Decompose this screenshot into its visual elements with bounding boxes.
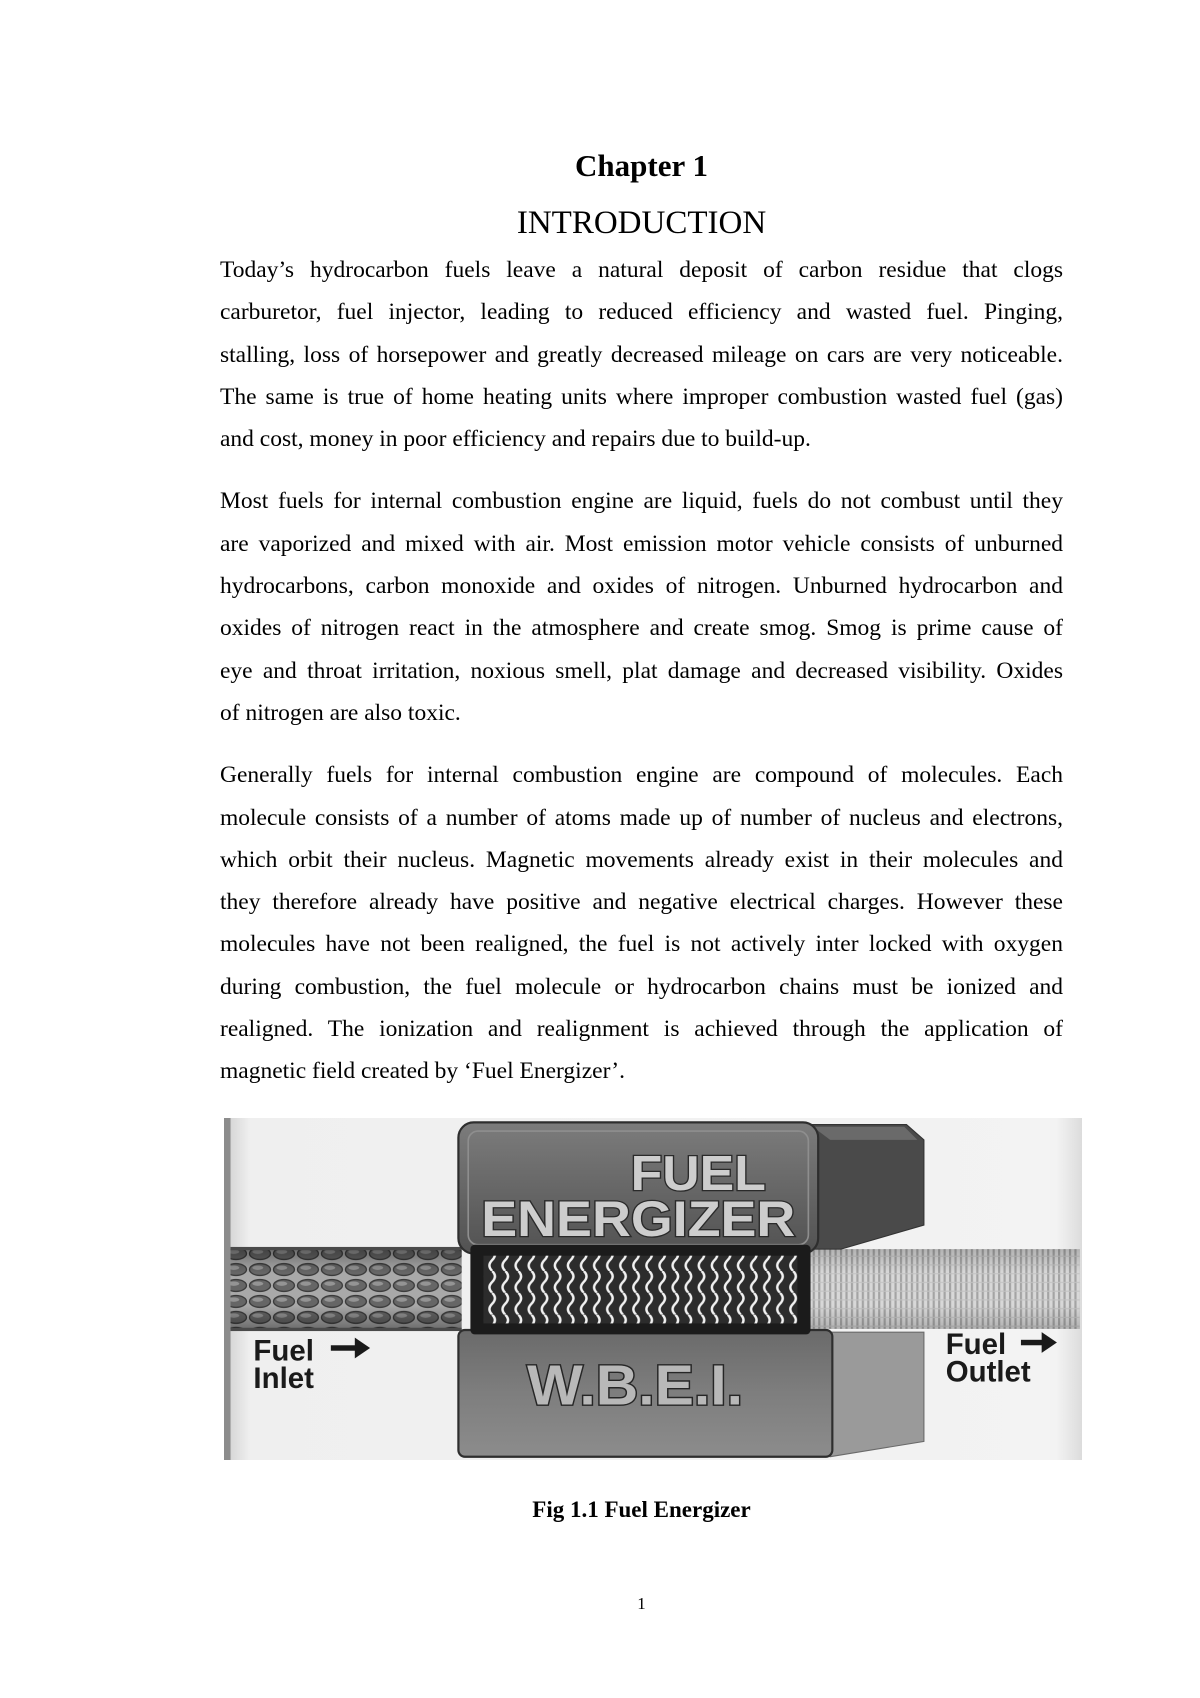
paragraph-line: hydrocarbons, carbon monoxide and oxides of nitrogen. Unburned hydrocarbon and xyxy=(220,573,1063,600)
figure-caption: Fig 1.1 Fuel Energizer xyxy=(532,1497,751,1522)
outlet-label-outlet: Outlet xyxy=(945,1355,1031,1389)
scan-edge xyxy=(224,1118,231,1460)
paragraph-line: of nitrogen are also toxic. xyxy=(220,699,461,726)
paragraph-line: eye and throat irritation, noxious smell, plat damage and decreased visibility. Oxides xyxy=(220,657,1063,684)
paragraph-line: magnetic field created by ‘Fuel Energizer’. xyxy=(220,1058,625,1085)
magnetic-chamber-window xyxy=(483,1256,797,1324)
paragraph-line: carburetor, fuel injector, leading to reduced efficiency and wasted fuel. Pinging, xyxy=(220,299,1063,326)
inlet-pipe xyxy=(231,1247,462,1331)
paragraph-line: stalling, loss of horsepower and greatly decreased mileage on cars are very noticeable. xyxy=(220,341,1063,368)
page-number: 1 xyxy=(637,1594,646,1613)
paragraph-1 xyxy=(220,249,1063,460)
device-side-face-upper xyxy=(811,1125,924,1250)
paragraph-line: during combustion, the fuel molecule or hydrocarbon chains must be ionized and xyxy=(220,973,1063,1000)
device-label-fuel: FUEL xyxy=(630,1147,766,1202)
inlet-label-inlet: Inlet xyxy=(253,1361,314,1395)
paragraph-2 xyxy=(220,480,1063,734)
paragraph-line: Most fuels for internal combustion engine are liquid, fuels do not combust until they xyxy=(220,488,1063,515)
inlet-label-fuel: Fuel xyxy=(253,1334,314,1368)
paragraph-line: realigned. The ionization and realignment is achieved through the application of xyxy=(220,1016,1063,1043)
paragraph-line: are vaporized and mixed with air. Most emission motor vehicle consists of unburned xyxy=(220,530,1063,557)
paragraph-3 xyxy=(220,754,1063,1092)
paragraph-line: molecules have not been realigned, the fuel is not actively inter locked with oxygen xyxy=(220,931,1063,958)
outlet-pipe xyxy=(811,1249,1080,1329)
paragraph-line: they therefore already have positive and negative electrical charges. However these xyxy=(220,889,1063,916)
fuel-energizer-illustration xyxy=(224,1118,1082,1460)
paragraph-line: oxides of nitrogen react in the atmosphere and create smog. Smog is prime cause of xyxy=(220,615,1063,642)
device-side-highlight xyxy=(813,1127,918,1140)
figure xyxy=(224,1118,1082,1460)
paragraph-line: molecule consists of a number of atoms made up of number of nucleus and electrons, xyxy=(220,804,1063,831)
device-model-label: W.B.E.I. xyxy=(527,1354,743,1418)
chapter-heading: Chapter 1 xyxy=(575,148,708,183)
outlet-label-fuel: Fuel xyxy=(945,1327,1007,1362)
paragraph-line: The same is true of home heating units where improper combustion wasted fuel (gas) xyxy=(220,383,1063,410)
paragraph-line: which orbit their nucleus. Magnetic movements already exist in their molecules and xyxy=(220,846,1063,873)
paragraph-line: Today’s hydrocarbon fuels leave a natural deposit of carbon residue that clogs xyxy=(220,257,1063,283)
body-text xyxy=(220,249,1063,1113)
device-side-face-lower xyxy=(830,1332,924,1457)
device-label-energizer: ENERGIZER xyxy=(481,1190,796,1248)
paragraph-line: and cost, money in poor efficiency and repairs due to build-up. xyxy=(220,426,811,453)
paragraph-line: Generally fuels for internal combustion engine are compound of molecules. Each xyxy=(220,762,1063,789)
section-title: INTRODUCTION xyxy=(516,205,767,241)
